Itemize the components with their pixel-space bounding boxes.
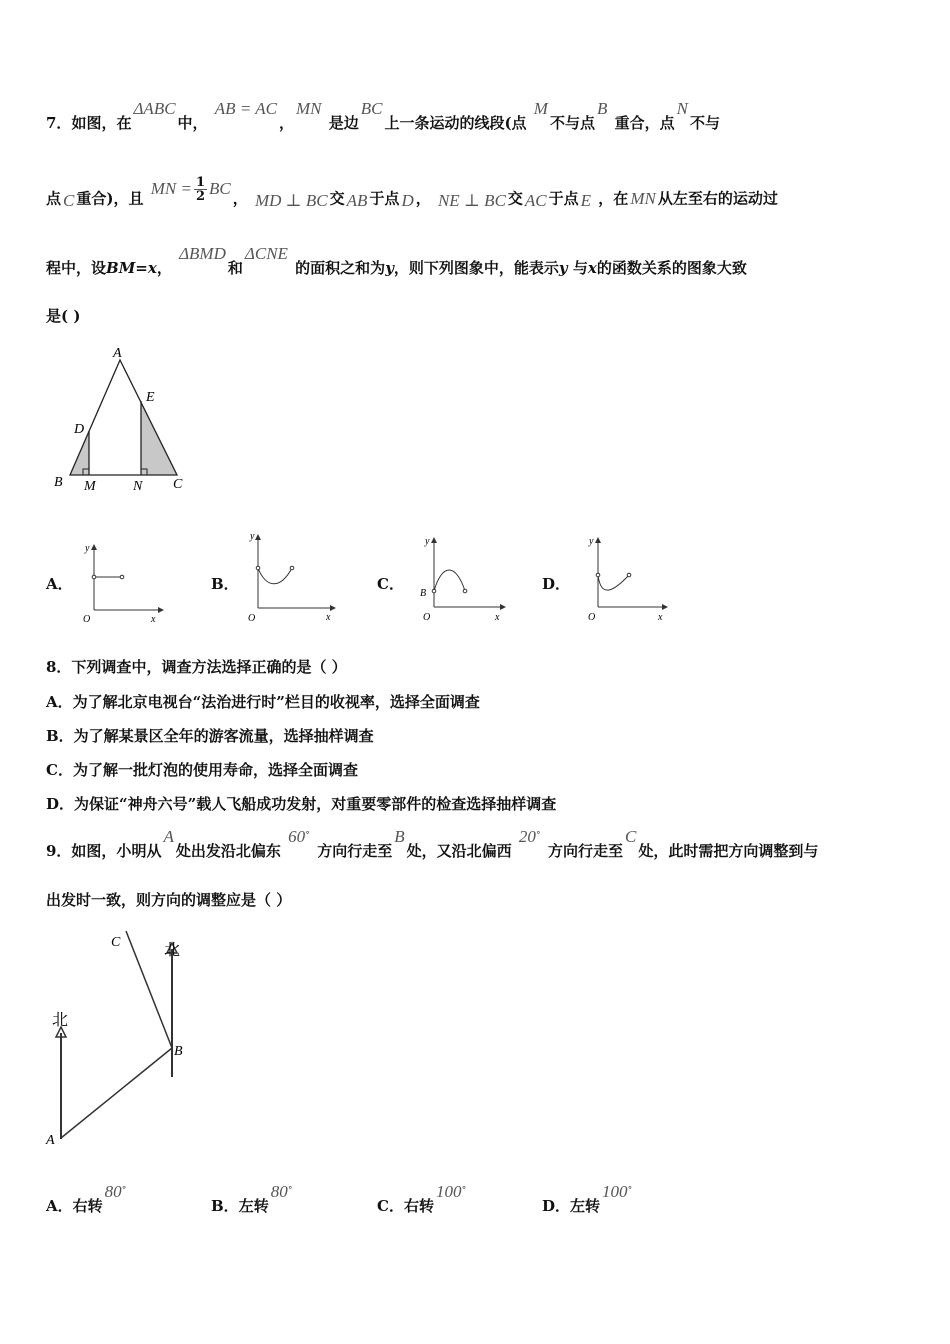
svg-text:x: x	[658, 612, 663, 623]
q7-option-a-graph[interactable]	[80, 540, 165, 625]
label-c: C	[111, 935, 121, 950]
q9-option-a[interactable]: A．右转80∘	[46, 1182, 127, 1215]
q7-option-b-graph[interactable]	[242, 528, 337, 625]
label-n: N	[133, 479, 143, 494]
north-label-b: 北	[164, 942, 181, 959]
svg-text:O: O	[83, 614, 91, 625]
q8-stem: 8．下列调查中，调查方法选择正确的是（ ）	[46, 658, 347, 676]
q8-option-b[interactable]: B．为了解某景区全年的游客流量，选择抽样调查	[46, 727, 374, 745]
q9-line-1: 9．如图，小明从A处出发沿北偏东 60∘ 方向行走至B处，又沿北偏西 20∘ 方向行走至C处，此时需把方向调整到与	[46, 827, 819, 860]
q8-option-c[interactable]: C．为了解一批灯泡的使用寿命，选择全面调查	[46, 761, 358, 779]
q7-option-b-label[interactable]: B．	[211, 575, 239, 593]
label-d: D	[74, 422, 85, 437]
fraction-one-half: $\frac{1}{2}$	[195, 175, 205, 204]
q9-option-c[interactable]: C．右转100∘	[377, 1182, 467, 1215]
q9-option-d[interactable]: D．左转100∘	[542, 1182, 633, 1215]
svg-text:x: x	[495, 612, 500, 623]
q7-triangle-figure	[50, 340, 200, 500]
svg-text:x: x	[326, 612, 331, 623]
svg-text:y: y	[85, 543, 90, 554]
svg-text:O: O	[248, 613, 256, 624]
svg-text:x: x	[151, 614, 156, 625]
q9-line-2: 出发时一致，则方向的调整应是（ ）	[46, 891, 292, 909]
svg-text:B: B	[420, 588, 427, 599]
north-label-a: 北	[52, 1012, 69, 1029]
q9-option-b[interactable]: B．左转80∘	[211, 1182, 293, 1215]
q7-option-d-graph[interactable]	[580, 533, 670, 625]
q7-line-1: 7．如图，在ΔABC中， AB = AC，MN 是边BC上一条运动的线段(点 M不与点B 重合，点N不与	[46, 99, 720, 132]
q7-option-d-label[interactable]: D．	[542, 575, 571, 593]
q8-option-a[interactable]: A．为了解北京电视台“法治进行时”栏目的收视率，选择全面调查	[46, 693, 480, 711]
q7-line-2: 点 C 重合)，且 MN = $\frac{1}{2}$ BC， MD ⊥ BC 交 AB 于点 D ， NE ⊥ BC 交 AC 于点 E ，在 MN 从左至右的运动过	[46, 175, 778, 210]
label-b: B	[174, 1044, 183, 1059]
label-m: M	[84, 479, 96, 494]
label-b: B	[54, 475, 63, 490]
label-a: A	[46, 1133, 55, 1148]
svg-text:O: O	[423, 612, 431, 623]
svg-text:O: O	[588, 612, 596, 623]
q7-line-4: 是( )	[46, 307, 81, 325]
svg-text:y: y	[250, 531, 255, 542]
svg-text:y: y	[589, 536, 594, 547]
q7-line-3: 程中，设BM=x， ΔBMD和ΔCNE 的面积之和为y，则下列图象中，能表示y 与x的函数关系的图象大致	[46, 244, 747, 277]
q7-option-c-label[interactable]: C．	[377, 575, 404, 593]
q8-option-d[interactable]: D．为保证“神舟六号”载人飞船成功发射，对重要零部件的检查选择抽样调查	[46, 795, 557, 813]
label-e: E	[146, 390, 155, 405]
q7-option-c-graph[interactable]	[416, 533, 508, 625]
svg-text:y: y	[425, 536, 430, 547]
label-c: C	[173, 477, 183, 492]
q7-option-a-label[interactable]: A．	[46, 575, 73, 593]
label-a: A	[113, 346, 122, 361]
path-ab	[61, 1048, 172, 1138]
q9-direction-figure	[40, 925, 200, 1155]
